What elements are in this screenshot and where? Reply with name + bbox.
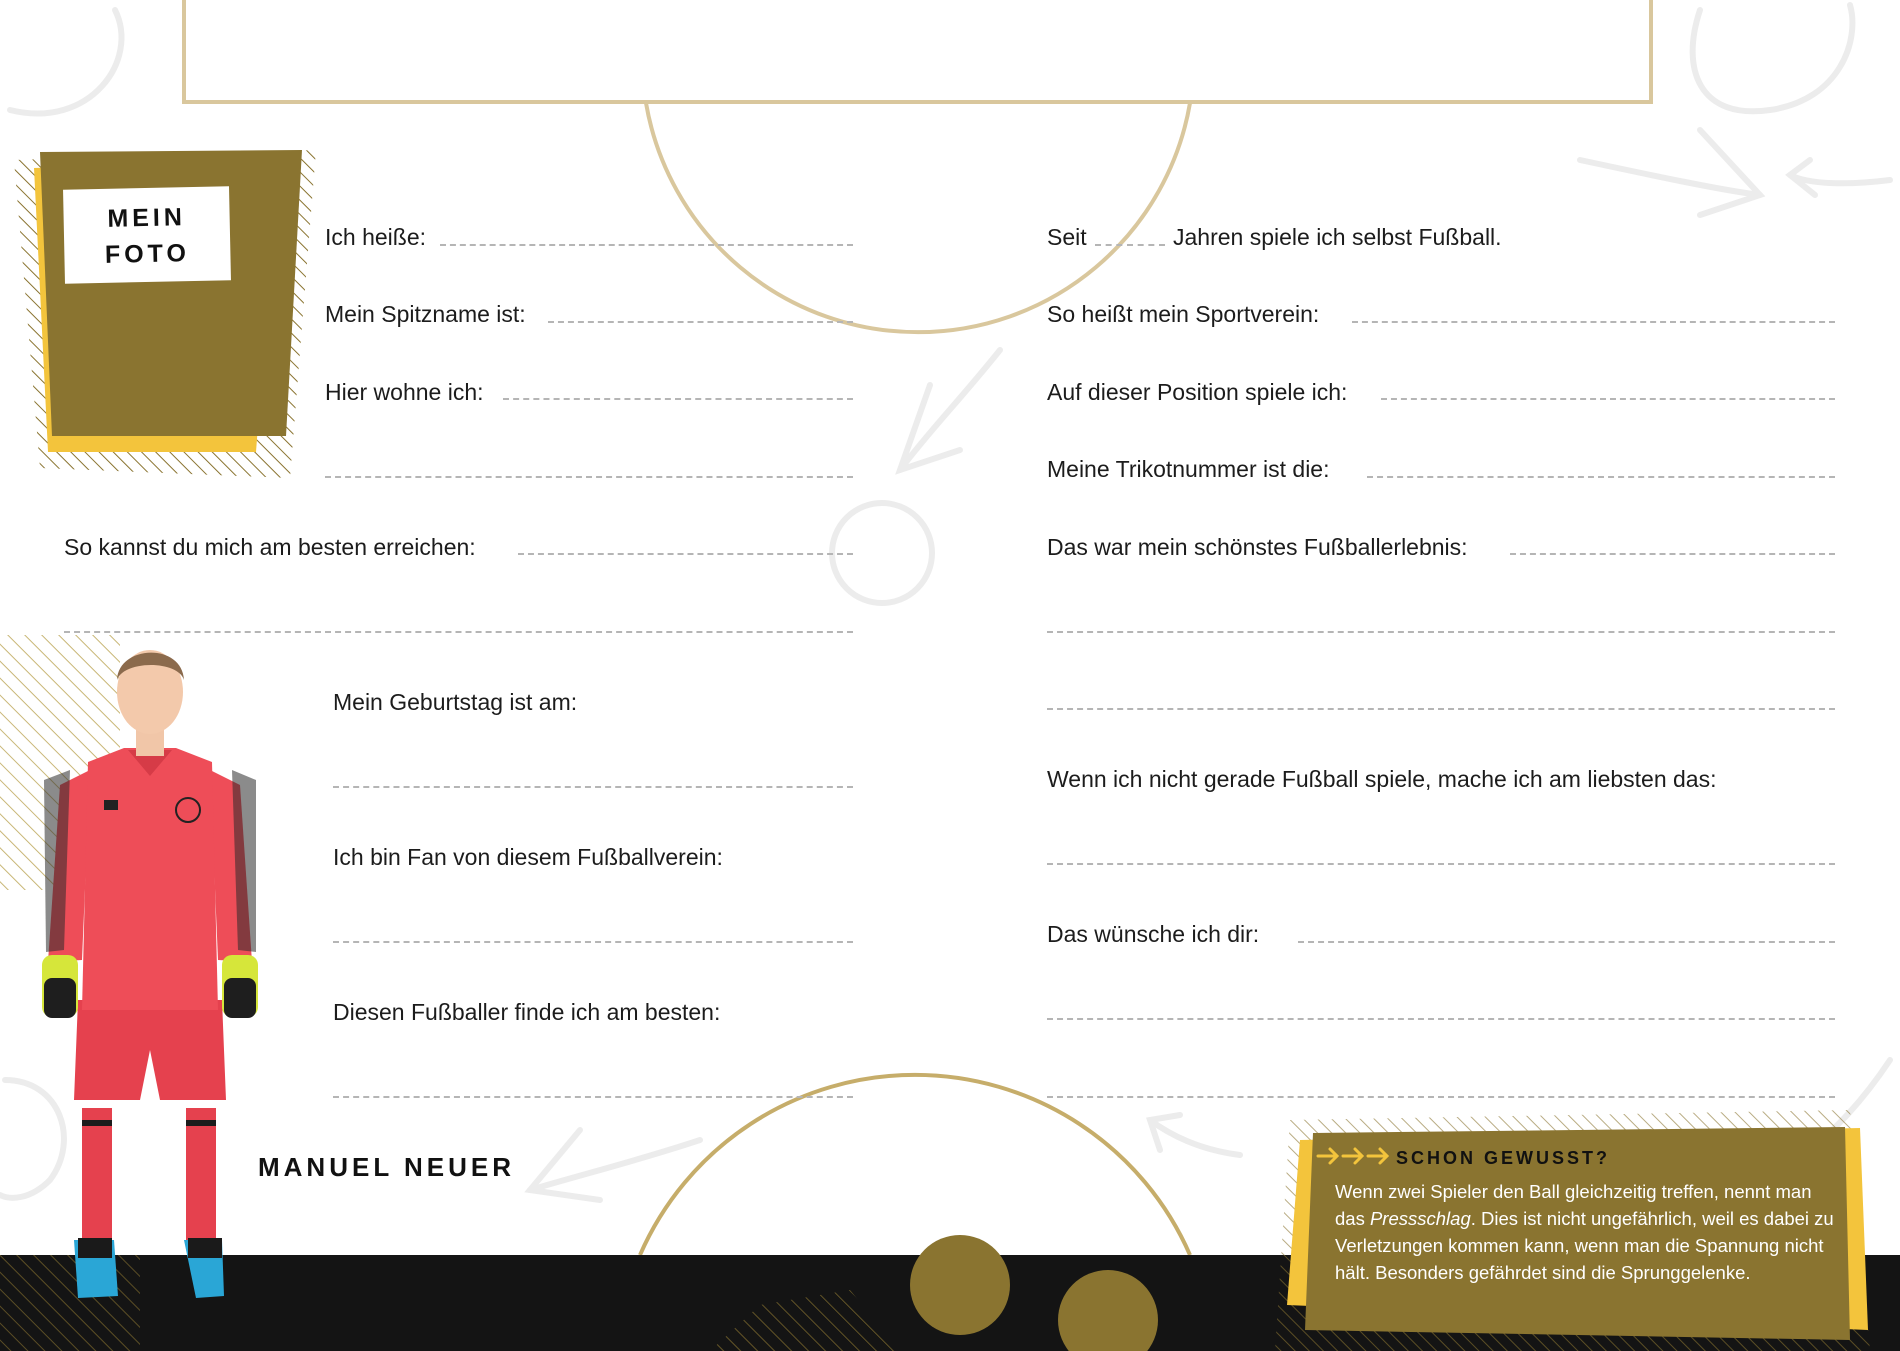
wish-input-line-3[interactable] [1047, 1096, 1835, 1098]
fact-text-part1: Wenn zwei Spieler den Ball gleichzeitig treffen, nennt man das [1335, 1181, 1812, 1229]
fav-player-input-line[interactable] [333, 1096, 853, 1098]
jersey-input-line[interactable] [1367, 476, 1835, 478]
photo-label [63, 186, 231, 283]
contact-input-line[interactable] [518, 553, 853, 555]
player-name: MANUEL NEUER [258, 1152, 515, 1182]
name-label: Ich heiße: [325, 224, 426, 250]
center-arc [640, 1075, 1190, 1255]
wish-input-line[interactable] [1298, 941, 1835, 943]
hobby-label: Wenn ich nicht gerade Fußball spiele, mache ich am liebsten das: [1047, 766, 1717, 792]
years-label-post: Jahren spiele ich selbst Fußball. [1173, 224, 1502, 250]
best-moment-input-line[interactable] [1510, 553, 1835, 555]
birthday-input-line[interactable] [333, 786, 853, 788]
nickname-label: Mein Spitzname ist: [325, 301, 526, 327]
wish-input-line-2[interactable] [1047, 1018, 1835, 1020]
fact-text-term: Pressschlag [1369, 1208, 1471, 1229]
position-input-line[interactable] [1381, 398, 1835, 400]
birthday-label: Mein Geburtstag ist am: [333, 689, 578, 715]
photo-label-line2: FOTO [104, 239, 191, 269]
club-label: So heißt mein Sportverein: [1047, 301, 1320, 327]
fact-text [1335, 1178, 1845, 1286]
fan-club-input-line[interactable] [333, 941, 853, 943]
years-label-pre: Seit [1047, 224, 1087, 250]
residence-input-line-2[interactable] [325, 476, 853, 478]
fact-title: SCHON GEWUSST? [1396, 1148, 1611, 1168]
penalty-arc [646, 103, 1190, 332]
fav-player-label: Diesen Fußballer finde ich am besten: [333, 999, 721, 1025]
nickname-input-line[interactable] [548, 321, 853, 323]
photo-label-line1: MEIN [107, 203, 187, 233]
wish-label: Das wünsche ich dir: [1047, 921, 1260, 947]
contact-label: So kannst du mich am besten erreichen: [64, 534, 476, 560]
penalty-box [184, 0, 1651, 102]
years-input-line[interactable] [1095, 244, 1165, 246]
contact-input-line-2[interactable] [64, 631, 853, 633]
best-moment-label: Das war mein schönstes Fußballerlebnis: [1047, 534, 1468, 560]
club-input-line[interactable] [1352, 321, 1835, 323]
residence-label: Hier wohne ich: [325, 379, 484, 405]
best-moment-input-line-2[interactable] [1047, 631, 1835, 633]
ball-dot-1 [910, 1235, 1010, 1335]
best-moment-input-line-3[interactable] [1047, 708, 1835, 710]
jersey-label: Meine Trikotnummer ist die: [1047, 456, 1330, 482]
name-input-line[interactable] [440, 244, 853, 246]
hobby-input-line[interactable] [1047, 863, 1835, 865]
fan-club-label: Ich bin Fan von diesem Fußballverein: [333, 844, 723, 870]
fact-text-part2: . Dies ist nicht ungefährlich, weil es dabei zu Verletzungen kommen kann, wenn man die Spannung nicht hält. Besonders gefährdet sind die Sprunggelenke. [1335, 1208, 1834, 1283]
position-label: Auf dieser Position spiele ich: [1047, 379, 1348, 405]
residence-input-line[interactable] [503, 398, 853, 400]
